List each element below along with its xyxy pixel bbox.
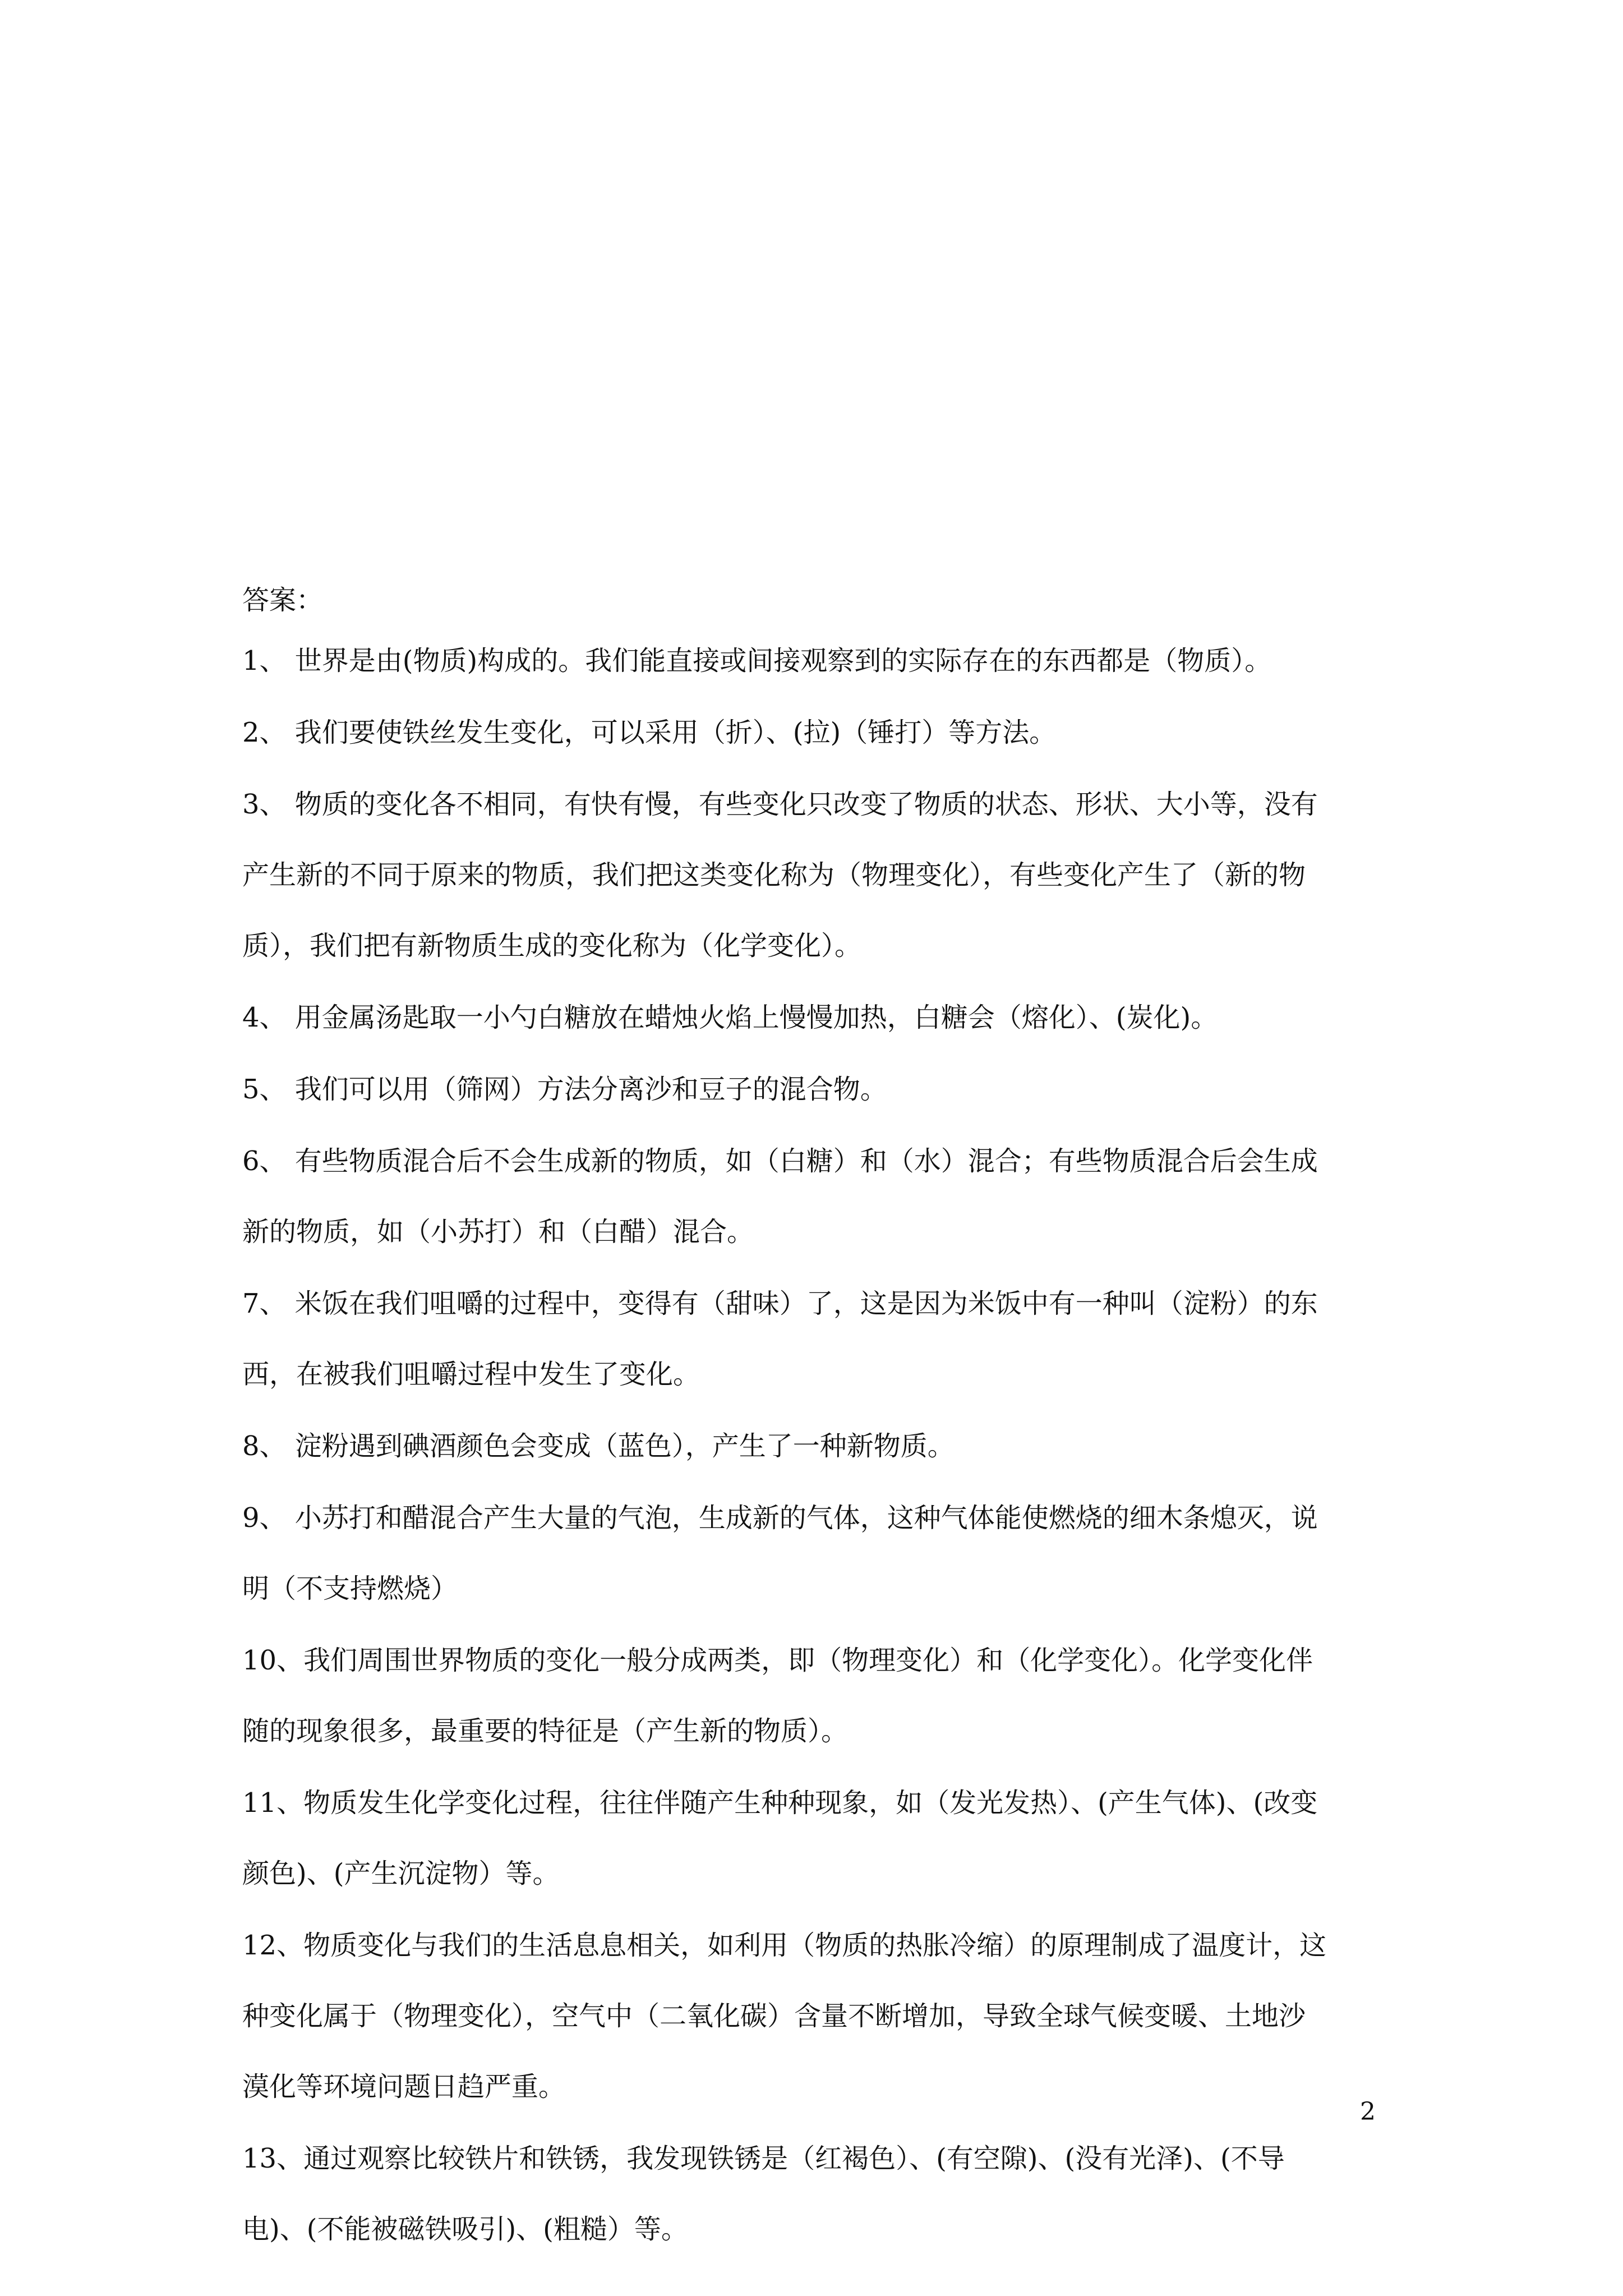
answer-item bbox=[242, 1643, 1386, 1749]
answer-item bbox=[242, 715, 1386, 750]
answer-item bbox=[242, 1144, 1386, 1249]
answer-line: 明（不支持燃烧） bbox=[242, 1573, 458, 1604]
answer-line: 电)、(不能被磁铁吸引)、(粗糙）等。 bbox=[242, 2214, 688, 2245]
answer-heading: 答案： bbox=[242, 585, 324, 616]
answer-line: 10、我们周围世界物质的变化一般分成两类，即（物理变化）和（化学变化）。化学变化伴 bbox=[242, 1645, 1313, 1676]
answer-line: 11、物质发生化学变化过程，往往伴随产生种种现象，如（发光发热）、(产生气体)、(改变 bbox=[242, 1787, 1318, 1819]
answer-line: 西，在被我们咀嚼过程中发生了变化。 bbox=[242, 1359, 700, 1390]
answer-item bbox=[242, 1786, 1386, 1891]
answer-item bbox=[242, 1000, 1386, 1035]
answer-line: 8、 淀粉遇到碘酒颜色会变成（蓝色），产生了一种新物质。 bbox=[242, 1430, 955, 1462]
answer-item bbox=[242, 2141, 1386, 2247]
answer-line: 13、通过观察比较铁片和铁锈，我发现铁锈是（红褐色）、(有空隙)、(没有光泽)、(不导 bbox=[242, 2143, 1285, 2174]
answer-line: 2、 我们要使铁丝发生变化，可以采用（折）、(拉)（锤打）等方法。 bbox=[242, 717, 1057, 748]
answer-line: 种变化属于（物理变化），空气中（二氧化碳）含量不断增加，导致全球气候变暖、土地沙 bbox=[242, 2000, 1306, 2032]
answer-line: 1、 世界是由(物质)构成的。我们能直接或间接观察到的实际存在的东西都是（物质）。 bbox=[242, 645, 1272, 677]
answer-item bbox=[242, 1072, 1386, 1107]
answer-item bbox=[242, 1928, 1386, 2104]
answer-line: 漠化等环境问题日趋严重。 bbox=[242, 2071, 566, 2102]
answer-item bbox=[242, 1501, 1386, 1606]
answer-line: 颜色)、(产生沉淀物）等。 bbox=[242, 1858, 560, 1889]
answer-line: 9、 小苏打和醋混合产生大量的气泡，生成新的气体，这种气体能使燃烧的细木条熄灭，说 bbox=[242, 1502, 1318, 1534]
answer-line: 质），我们把有新物质生成的变化称为（化学变化）。 bbox=[242, 930, 862, 961]
answer-line: 新的物质，如（小苏打）和（白醋）混合。 bbox=[242, 1216, 754, 1248]
answer-item bbox=[242, 1286, 1386, 1392]
answer-line: 产生新的不同于原来的物质，我们把这类变化称为（物理变化），有些变化产生了（新的物 bbox=[242, 859, 1306, 891]
answer-line: 6、 有些物质混合后不会生成新的物质，如（白糖）和（水）混合；有些物质混合后会生成 bbox=[242, 1145, 1318, 1177]
answer-line: 随的现象很多，最重要的特征是（产生新的物质）。 bbox=[242, 1715, 849, 1747]
answer-line: 4、 用金属汤匙取一小勺白糖放在蜡烛火焰上慢慢加热，白糖会（熔化）、(炭化)。 bbox=[242, 1002, 1218, 1033]
answer-line: 12、物质变化与我们的生活息息相关，如利用（物质的热胀冷缩）的原理制成了温度计，这 bbox=[242, 1930, 1327, 1961]
answer-line: 7、 米饭在我们咀嚼的过程中，变得有（甜味）了，这是因为米饭中有一种叫（淀粉）的东 bbox=[242, 1288, 1318, 1319]
page-number: 2 bbox=[1360, 2097, 1376, 2126]
answer-item bbox=[242, 643, 1386, 678]
answer-section bbox=[242, 583, 1386, 2284]
answer-item bbox=[242, 787, 1386, 963]
answer-list bbox=[242, 643, 1386, 2247]
answer-line: 3、 物质的变化各不相同，有快有慢，有些变化只改变了物质的状态、形状、大小等，没有 bbox=[242, 789, 1318, 820]
answer-line: 5、 我们可以用（筛网）方法分离沙和豆子的混合物。 bbox=[242, 1074, 887, 1105]
answer-item bbox=[242, 1429, 1386, 1464]
